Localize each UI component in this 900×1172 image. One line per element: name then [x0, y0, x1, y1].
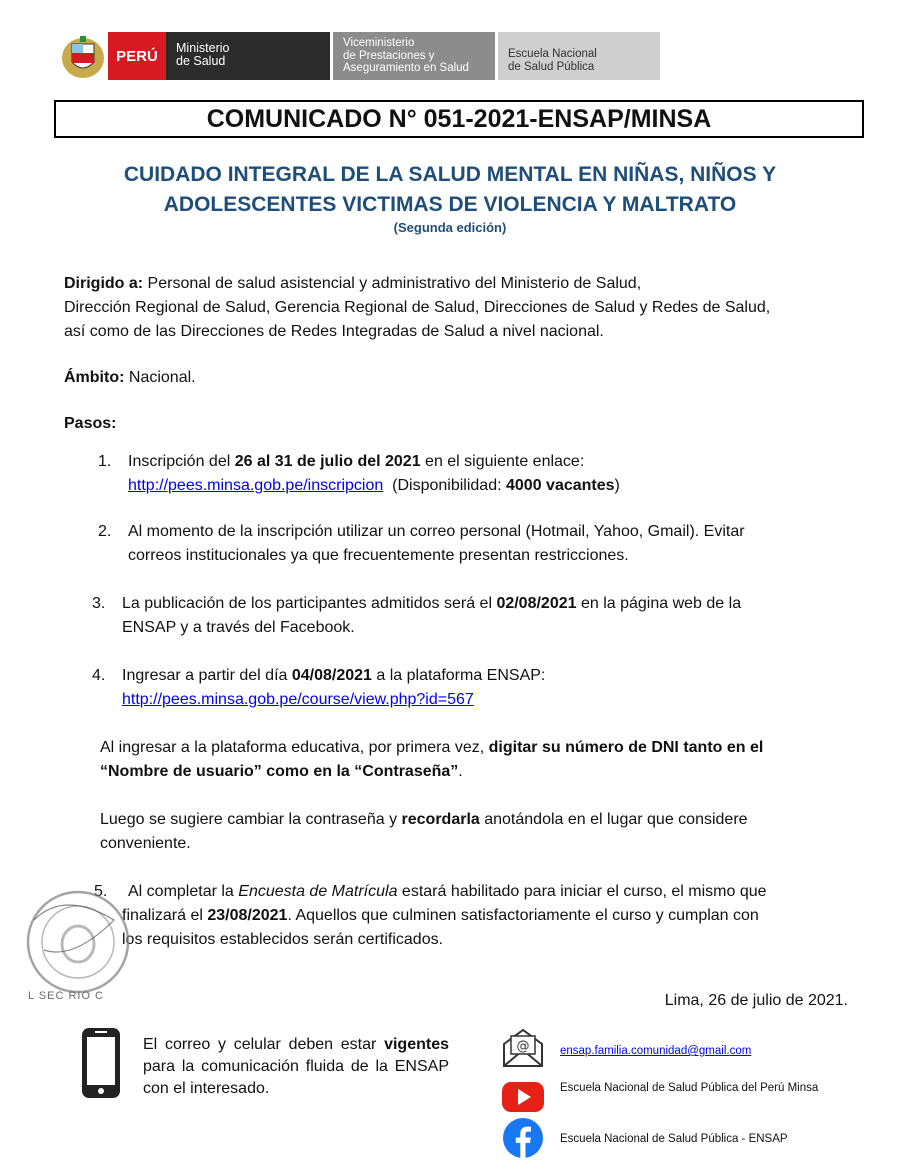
viceministerio-brand: Viceministerio de Prestaciones y Aseguramiento en Salud: [333, 32, 495, 80]
inscripcion-link[interactable]: http://pees.minsa.gob.pe/inscripcion: [128, 477, 384, 494]
course-link[interactable]: http://pees.minsa.gob.pe/course/view.php?id=567: [122, 691, 474, 708]
step-5: 5. Al completar la Encuesta de Matrícula estará habilitado para iniciar el curso, el mismo que finalizará el 23/08/2021. Aquellos que culminen satisfactoriamente el curso y cumplan con los requisitos establecidos serán certificados.: [94, 883, 767, 948]
communique-number: COMUNICADO N° 051-2021-ENSAP/MINSA: [54, 100, 864, 138]
escuela-brand: Escuela Nacional de Salud Pública: [498, 32, 660, 80]
step-1: 1. Inscripción del 26 al 31 de julio del 2021 en el siguiente enlace: http://pees.minsa.gob.pe/inscripcion (Disponibilidad: 4000 vacantes): [98, 453, 620, 494]
document-title: CUIDADO INTEGRAL DE LA SALUD MENTAL EN NIÑAS, NIÑOS Y ADOLESCENTES VICTIMAS DE VIOLENCIA Y MALTRATO: [123, 163, 777, 216]
step-3: 3. La publicación de los participantes admitidos será el 02/08/2021 en la página web de la ENSAP y a través del Facebook.: [92, 595, 742, 636]
peru-brand: PERÚ: [108, 32, 166, 80]
facebook-page: Escuela Nacional de Salud Pública - ENSAP: [560, 1133, 788, 1145]
seal-label: L SEC RIO C: [28, 990, 104, 1002]
email-icon: [500, 1026, 546, 1070]
place-date: Lima, 26 de julio de 2021.: [664, 992, 848, 1009]
pasos-heading: Pasos:: [64, 415, 117, 432]
contact-note: El correo y celular deben estar vigentes para la comunicación fluida de la ENSAP con el interesado.: [143, 1036, 449, 1097]
dni-instruction: Al ingresar a la plataforma educativa, por primera vez, digitar su número de DNI tanto en el “Nombre de usuario” como en la “Contraseña”.: [100, 739, 764, 780]
youtube-icon: [500, 1076, 546, 1120]
ambito-paragraph: Ámbito: Nacional.: [64, 369, 196, 386]
step-2: 2. Al momento de la inscripción utilizar un correo personal (Hotmail, Yahoo, Gmail). Evitar correos institucionales ya que frecuentemente presentan restricciones.: [98, 523, 745, 564]
svg-text:@: @: [516, 1039, 530, 1054]
dirigido-paragraph: Dirigido a: Personal de salud asistencial y administrativo del Ministerio de Salud, Dirección Regional de Salud, Gerencia Regional de Salud, Direcciones de Salud y Redes de Salud, así como de las Direcciones de Redes Integradas de Salud a nivel nacional.: [64, 275, 771, 340]
email-link[interactable]: ensap.familia.comunidad@gmail.com: [560, 1045, 752, 1057]
facebook-icon: [500, 1116, 546, 1160]
youtube-channel: Escuela Nacional de Salud Pública del Perú Minsa: [560, 1082, 819, 1094]
step-4: 4. Ingresar a partir del día 04/08/2021 a la plataforma ENSAP: http://pees.minsa.gob.pe/course/view.php?id=567: [92, 667, 546, 708]
peru-coat-of-arms-logo: [60, 32, 106, 80]
ministerio-brand: Ministerio de Salud: [166, 32, 330, 80]
mobile-phone-icon: [80, 1026, 122, 1100]
password-instruction: Luego se sugiere cambiar la contraseña y recordarla anotándola en el lugar que considere conveniente.: [100, 811, 748, 852]
edition-label: (Segunda edición): [393, 220, 507, 235]
